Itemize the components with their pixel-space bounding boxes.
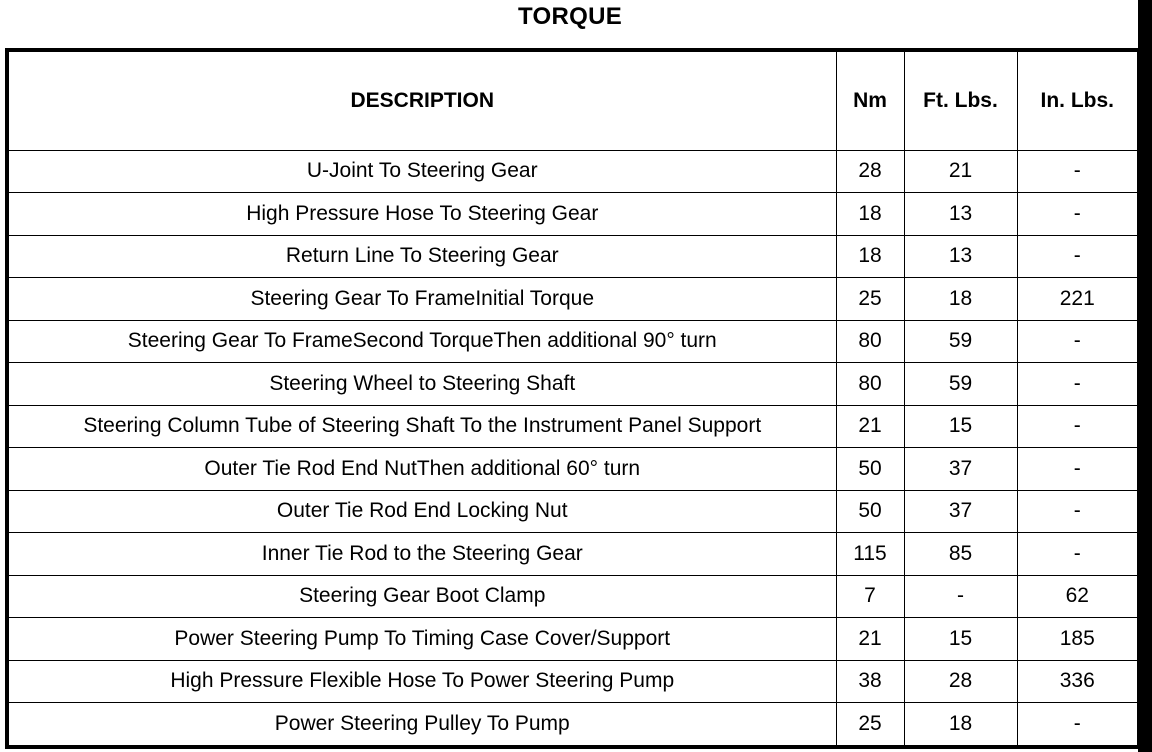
cell-in-lbs: - [1017,448,1137,491]
cell-in-lbs: - [1017,703,1137,746]
cell-ft-lbs: - [904,575,1017,618]
cell-description: Return Line To Steering Gear [9,235,836,278]
cell-description: Outer Tie Rod End NutThen additional 60° turn [9,448,836,491]
table-row [9,363,1137,406]
cell-description: High Pressure Flexible Hose To Power Steering Pump [9,660,836,703]
cell-nm: 18 [836,235,904,278]
column-header-description: DESCRIPTION [9,52,836,150]
cell-in-lbs: 62 [1017,575,1137,618]
cell-description: Steering Wheel to Steering Shaft [9,363,836,406]
table-row [9,193,1137,236]
cell-nm: 115 [836,533,904,576]
cell-ft-lbs: 15 [904,618,1017,661]
cell-nm: 25 [836,703,904,746]
cell-in-lbs: - [1017,320,1137,363]
cell-description: U-Joint To Steering Gear [9,150,836,193]
table-row [9,575,1137,618]
cell-nm: 25 [836,278,904,321]
cell-ft-lbs: 18 [904,278,1017,321]
table-body [9,150,1137,745]
cell-description: Power Steering Pump To Timing Case Cover/Support [9,618,836,661]
column-header-nm: Nm [836,52,904,150]
table-row [9,235,1137,278]
column-header-in-lbs: In. Lbs. [1017,52,1137,150]
torque-table [9,52,1137,745]
cell-in-lbs: - [1017,533,1137,576]
cell-nm: 80 [836,363,904,406]
table-row [9,618,1137,661]
cell-in-lbs: - [1017,405,1137,448]
cell-nm: 7 [836,575,904,618]
cell-ft-lbs: 59 [904,320,1017,363]
cell-description: Steering Gear To FrameSecond TorqueThen additional 90° turn [9,320,836,363]
cell-ft-lbs: 13 [904,235,1017,278]
table-row [9,320,1137,363]
table-row [9,278,1137,321]
cell-nm: 21 [836,618,904,661]
cell-nm: 50 [836,490,904,533]
cell-in-lbs: - [1017,193,1137,236]
page-title: TORQUE [517,3,623,30]
cell-nm: 21 [836,405,904,448]
cell-in-lbs: 185 [1017,618,1137,661]
table-row [9,150,1137,193]
cell-description: Outer Tie Rod End Locking Nut [9,490,836,533]
cell-description: Inner Tie Rod to the Steering Gear [9,533,836,576]
cell-ft-lbs: 59 [904,363,1017,406]
cell-description: High Pressure Hose To Steering Gear [9,193,836,236]
cell-in-lbs: - [1017,235,1137,278]
cell-in-lbs: - [1017,363,1137,406]
cell-nm: 38 [836,660,904,703]
cell-in-lbs: 221 [1017,278,1137,321]
cell-nm: 80 [836,320,904,363]
cell-ft-lbs: 37 [904,448,1017,491]
cell-ft-lbs: 18 [904,703,1017,746]
table-row [9,405,1137,448]
cell-in-lbs: - [1017,490,1137,533]
torque-table-frame [5,48,1141,749]
column-header-ft-lbs: Ft. Lbs. [904,52,1017,150]
cell-nm: 50 [836,448,904,491]
cell-ft-lbs: 85 [904,533,1017,576]
table-row [9,660,1137,703]
header-row [9,52,1137,150]
cell-ft-lbs: 15 [904,405,1017,448]
cell-nm: 18 [836,193,904,236]
cell-in-lbs: - [1017,150,1137,193]
cell-in-lbs: 336 [1017,660,1137,703]
cell-ft-lbs: 28 [904,660,1017,703]
cell-description: Steering Gear Boot Clamp [9,575,836,618]
table-row [9,533,1137,576]
cell-description: Steering Column Tube of Steering Shaft To the Instrument Panel Support [9,405,836,448]
cell-ft-lbs: 37 [904,490,1017,533]
table-row [9,703,1137,746]
cell-ft-lbs: 21 [904,150,1017,193]
cell-ft-lbs: 13 [904,193,1017,236]
table-row [9,490,1137,533]
cell-description: Power Steering Pulley To Pump [9,703,836,746]
cell-nm: 28 [836,150,904,193]
cell-description: Steering Gear To FrameInitial Torque [9,278,836,321]
table-row [9,448,1137,491]
